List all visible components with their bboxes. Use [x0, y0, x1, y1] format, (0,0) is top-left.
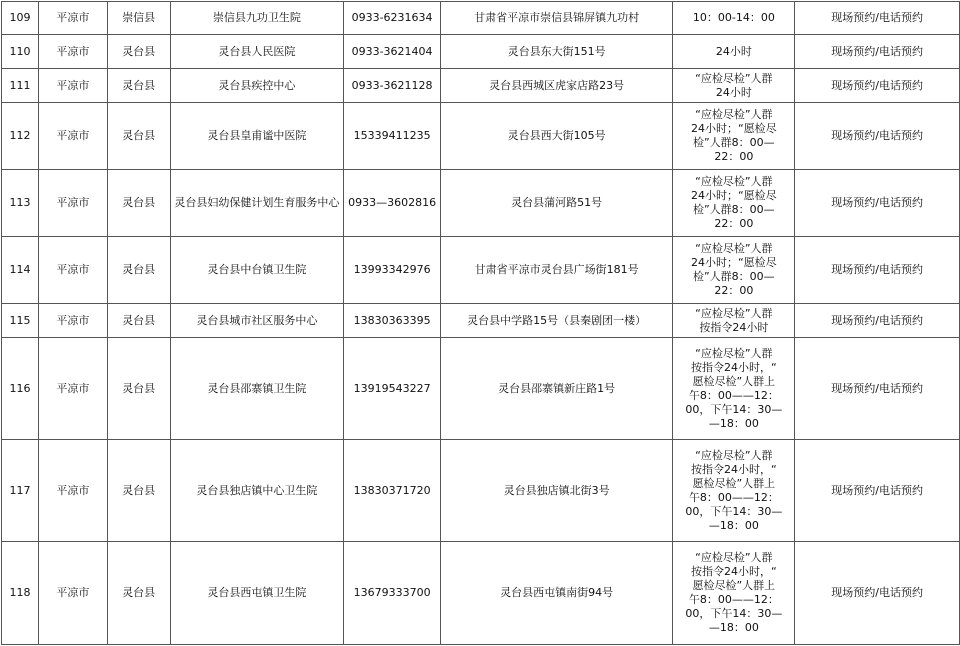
table-row — [2, 440, 960, 542]
city-text: 平凉市 — [56, 483, 90, 497]
row-number — [2, 304, 39, 338]
institution-name-cell — [170, 440, 344, 542]
city-text: 平凉市 — [56, 263, 90, 276]
phone-text: 15339411235 — [353, 129, 431, 142]
phone-text: 13679333700 — [353, 586, 431, 599]
table-row — [2, 69, 960, 103]
booking-method-cell — [795, 2, 960, 35]
hours-text: “应检尽检”人群 按指令24小时，“ 愿检尽检”人群上 午8：00——12： 00，下午14：30— —18：00 — [685, 346, 783, 430]
city-cell — [38, 542, 107, 645]
institution-name-text: 灵台县城市社区服务中心 — [196, 313, 318, 327]
hours-cell — [673, 304, 795, 338]
booking-method-text: 现场预约/电话预约 — [831, 196, 924, 209]
row-number — [2, 237, 39, 304]
booking-method-text: 现场预约/电话预约 — [831, 263, 924, 276]
booking-method-cell — [795, 440, 960, 542]
booking-method-cell — [795, 103, 960, 170]
institution-name-text: 灵台县疾控中心 — [218, 78, 296, 92]
hours-text: “应检尽检”人群 按指令24小时 — [695, 306, 773, 334]
row-number-text: 110 — [9, 44, 31, 58]
phone-text: 13993342976 — [353, 263, 431, 276]
booking-method-text: 现场预约/电话预约 — [831, 44, 924, 58]
institution-name-text: 灵台县皇甫谧中医院 — [207, 129, 307, 142]
row-number — [2, 440, 39, 542]
hours-cell — [673, 35, 795, 69]
row-number — [2, 35, 39, 69]
county-text: 崇信县 — [122, 11, 156, 24]
hours-text: “应检尽检”人群 24小时；“愿检尽 检”人群8：00— 22：00 — [690, 242, 777, 297]
hours-text: “应检尽检”人群 24小时 — [695, 71, 773, 99]
city-cell — [38, 338, 107, 440]
table-row — [2, 304, 960, 338]
row-number-text: 116 — [9, 381, 31, 395]
phone-cell — [344, 103, 441, 170]
row-number — [2, 338, 39, 440]
table-row — [2, 338, 960, 440]
phone-cell — [344, 304, 441, 338]
address-cell — [440, 69, 672, 103]
row-number — [2, 69, 39, 103]
county-text: 灵台县 — [122, 483, 156, 497]
booking-method-cell — [795, 542, 960, 645]
institution-name-cell — [170, 170, 344, 237]
phone-cell — [344, 338, 441, 440]
county-cell — [107, 35, 170, 69]
city-cell — [38, 304, 107, 338]
address-cell — [440, 304, 672, 338]
phone-cell — [344, 440, 441, 542]
city-text: 平凉市 — [56, 44, 90, 58]
address-cell — [440, 542, 672, 645]
booking-method-text: 现场预约/电话预约 — [831, 78, 924, 92]
address-text: 甘肃省平凉市崇信县锦屏镇九功村 — [474, 11, 640, 24]
address-cell — [440, 103, 672, 170]
city-text: 平凉市 — [56, 196, 90, 209]
phone-text: 0933—3602816 — [348, 196, 437, 209]
city-cell — [38, 440, 107, 542]
address-text: 灵台县西屯镇南街94号 — [500, 586, 614, 599]
address-cell — [440, 338, 672, 440]
table-row — [2, 2, 960, 35]
booking-method-text: 现场预约/电话预约 — [831, 11, 924, 24]
address-cell — [440, 35, 672, 69]
institution-name-text: 灵台县妇幼保健计划生育服务中心 — [174, 196, 340, 209]
testing-sites-table — [1, 1, 960, 645]
county-text: 灵台县 — [122, 586, 156, 599]
hours-cell — [673, 237, 795, 304]
phone-text: 13830363395 — [353, 313, 431, 327]
county-text: 灵台县 — [122, 263, 156, 276]
hours-cell — [673, 69, 795, 103]
county-text: 灵台县 — [122, 313, 156, 327]
booking-method-text: 现场预约/电话预约 — [831, 313, 924, 327]
phone-cell — [344, 2, 441, 35]
table-row — [2, 542, 960, 645]
city-text: 平凉市 — [56, 313, 90, 327]
county-text: 灵台县 — [122, 196, 156, 209]
hours-cell — [673, 103, 795, 170]
county-cell — [107, 542, 170, 645]
city-text: 平凉市 — [56, 129, 90, 142]
county-text: 灵台县 — [122, 44, 156, 58]
hours-text: “应检尽检”人群 按指令24小时，“ 愿检尽检”人群上 午8：00——12： 00，下午14：30— —18：00 — [685, 551, 783, 634]
row-number-text: 118 — [9, 586, 31, 599]
city-text: 平凉市 — [56, 381, 90, 395]
address-text: 灵台县东大街151号 — [507, 44, 606, 58]
city-cell — [38, 69, 107, 103]
institution-name-cell — [170, 2, 344, 35]
city-text: 平凉市 — [56, 586, 90, 599]
county-text: 灵台县 — [122, 381, 156, 395]
row-number — [2, 103, 39, 170]
institution-name-cell — [170, 35, 344, 69]
institution-name-text: 灵台县西屯镇卫生院 — [207, 586, 307, 599]
phone-text: 13830371720 — [353, 483, 431, 497]
hours-cell — [673, 338, 795, 440]
address-cell — [440, 2, 672, 35]
city-cell — [38, 2, 107, 35]
institution-name-text: 灵台县邵寨镇卫生院 — [207, 381, 307, 395]
booking-method-cell — [795, 170, 960, 237]
row-number-text: 114 — [9, 263, 31, 276]
booking-method-cell — [795, 69, 960, 103]
booking-method-cell — [795, 237, 960, 304]
county-cell — [107, 103, 170, 170]
phone-cell — [344, 170, 441, 237]
county-cell — [107, 2, 170, 35]
city-cell — [38, 170, 107, 237]
hours-text: “应检尽检”人群 按指令24小时，“ 愿检尽检”人群上 午8：00——12： 00，下午14：30— —18：00 — [685, 448, 783, 532]
institution-name-cell — [170, 338, 344, 440]
row-number-text: 109 — [9, 11, 31, 24]
county-cell — [107, 170, 170, 237]
hours-text: “应检尽检”人群 24小时；“愿检尽 检”人群8：00— 22：00 — [690, 175, 777, 230]
institution-name-cell — [170, 542, 344, 645]
county-text: 灵台县 — [122, 78, 156, 92]
institution-name-text: 灵台县中台镇卫生院 — [207, 263, 307, 276]
row-number-text: 112 — [9, 129, 31, 142]
institution-name-cell — [170, 103, 344, 170]
institution-name-cell — [170, 69, 344, 103]
institution-name-text: 灵台县独店镇中心卫生院 — [196, 483, 318, 497]
institution-name-text: 崇信县九功卫生院 — [212, 11, 301, 24]
phone-text: 13919543227 — [353, 381, 431, 395]
table-row — [2, 237, 960, 304]
county-text: 灵台县 — [122, 129, 156, 142]
address-text: 灵台县中学路15号（县秦剧团一楼） — [467, 313, 647, 327]
row-number-text: 113 — [9, 196, 31, 209]
booking-method-text: 现场预约/电话预约 — [831, 483, 924, 497]
city-cell — [38, 103, 107, 170]
row-number-text: 115 — [9, 313, 31, 327]
phone-text: 0933-6231634 — [351, 11, 433, 24]
hours-text: 10：00-14：00 — [692, 11, 775, 24]
address-cell — [440, 237, 672, 304]
row-number — [2, 170, 39, 237]
row-number — [2, 542, 39, 645]
booking-method-text: 现场预约/电话预约 — [831, 381, 924, 395]
phone-cell — [344, 35, 441, 69]
row-number-text: 111 — [9, 78, 31, 92]
county-cell — [107, 304, 170, 338]
phone-text: 0933-3621404 — [351, 44, 433, 58]
booking-method-cell — [795, 338, 960, 440]
address-text: 灵台县邵寨镇新庄路1号 — [498, 381, 616, 395]
institution-name-cell — [170, 237, 344, 304]
booking-method-text: 现场预约/电话预约 — [831, 586, 924, 599]
city-text: 平凉市 — [56, 11, 90, 24]
booking-method-cell — [795, 35, 960, 69]
city-text: 平凉市 — [56, 78, 90, 92]
hours-cell — [673, 440, 795, 542]
address-text: 灵台县独店镇北街3号 — [503, 483, 610, 497]
hours-cell — [673, 170, 795, 237]
phone-cell — [344, 542, 441, 645]
hours-text: “应检尽检”人群 24小时；“愿检尽 检”人群8：00— 22：00 — [690, 108, 777, 163]
row-number-text: 117 — [9, 483, 31, 497]
hours-cell — [673, 2, 795, 35]
city-cell — [38, 35, 107, 69]
booking-method-text: 现场预约/电话预约 — [831, 129, 924, 142]
table-row — [2, 103, 960, 170]
table-row — [2, 170, 960, 237]
address-text: 灵台县西城区虎家店路23号 — [489, 78, 625, 92]
phone-cell — [344, 237, 441, 304]
row-number — [2, 2, 39, 35]
table-body — [2, 2, 960, 645]
address-text: 灵台县蒲河路51号 — [511, 196, 603, 209]
institution-name-cell — [170, 304, 344, 338]
hours-cell — [673, 542, 795, 645]
address-cell — [440, 440, 672, 542]
phone-text: 0933-3621128 — [351, 78, 433, 92]
booking-method-cell — [795, 304, 960, 338]
table-row — [2, 35, 960, 69]
address-text: 灵台县西大街105号 — [507, 129, 606, 142]
county-cell — [107, 338, 170, 440]
county-cell — [107, 440, 170, 542]
institution-name-text: 灵台县人民医院 — [218, 44, 296, 58]
county-cell — [107, 237, 170, 304]
phone-cell — [344, 69, 441, 103]
county-cell — [107, 69, 170, 103]
city-cell — [38, 237, 107, 304]
address-cell — [440, 170, 672, 237]
address-text: 甘肃省平凉市灵台县广场街181号 — [474, 263, 639, 276]
hours-text: 24小时 — [715, 44, 752, 58]
